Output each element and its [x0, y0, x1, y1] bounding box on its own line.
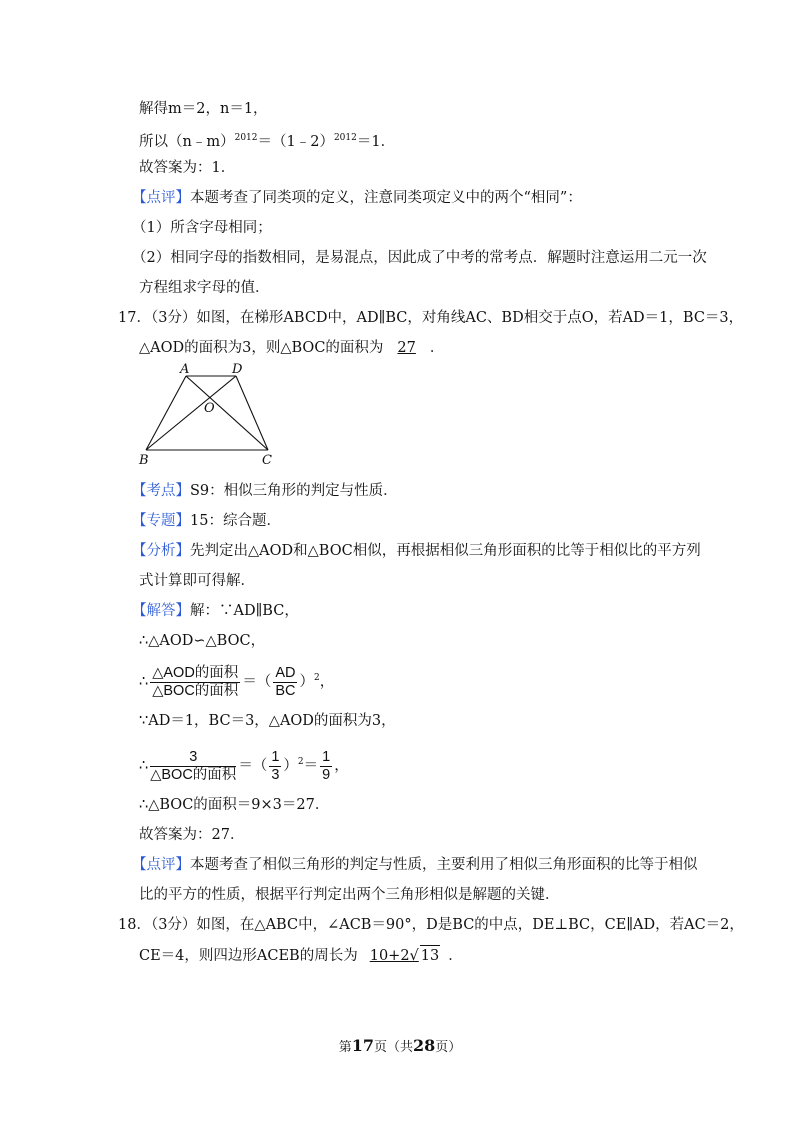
- question-18-stem: 18．（3分）如图，在△ABC中，∠ACB＝90°，D是BC的中点，DE⊥BC，CE∥AD，若AC＝2，: [118, 917, 744, 933]
- question-18-stem-2: CE＝4，则四边形ACEB的周长为 10+2√ 13 ．: [139, 945, 463, 966]
- trapezoid-figure: [138, 362, 278, 470]
- segment-AB: [146, 376, 186, 450]
- fenxi-line-2: 式计算即可得解．: [139, 573, 255, 589]
- review-16-point-2-cont: 方程组求字母的值．: [139, 280, 270, 296]
- jieda-ratio-equation: ∴ $\frac{\text{△AOD的面积}}{\text{△BOC的面积}}$ ＝（ $\frac{AD}{BC}$ ）$^2$，: [139, 664, 335, 699]
- jieda-similar: ∴△AOD∽△BOC，: [139, 633, 266, 649]
- label-B: B: [139, 453, 149, 468]
- dianping-line-2: 比的平方的性质，根据平行判定出两个三角形相似是解题的关键．: [139, 887, 560, 903]
- page-footer: 第17页（共28页）: [338, 1036, 462, 1055]
- fraction-area-substituted: $\frac{3}{\text{△BOC的面积}}$: [150, 748, 237, 783]
- zhuanti-line: 【专题】15：综合题．: [132, 513, 281, 529]
- dianping-line: 【点评】本题考查了相似三角形的判定与性质，主要利用了相似三角形面积的比等于相似: [132, 857, 698, 873]
- review-16-point-1: （1）所含字母相同；: [132, 220, 272, 236]
- diagonal-AC: [186, 376, 268, 450]
- fraction-side-ratio: $\frac{AD}{BC}$: [275, 664, 296, 699]
- jieda-ratio-substituted: ∴ $\frac{3}{\text{△BOC的面积}}$ ＝（ $\frac{1}{3}$ ）$^2$＝ $\frac{1}{9}$ ，: [139, 748, 349, 783]
- jieda-given: ∵AD＝1，BC＝3，△AOD的面积为3，: [139, 713, 396, 729]
- review-16-point-2: （2）相同字母的指数相同，是易混点，因此成了中考的常考点．解题时注意运用二元一次: [132, 250, 707, 266]
- label-C: C: [262, 453, 272, 468]
- question-18-answer: 10+2√ 13: [358, 948, 449, 964]
- question-17-stem: 17．（3分）如图，在梯形ABCD中，AD∥BC，对角线AC、BD相交于点O，若AD＝1，BC＝3，: [118, 310, 744, 326]
- jieda-answer: 故答案为：27．: [139, 827, 245, 843]
- question-17-stem-2: △AOD的面积为3，则△BOC的面积为 27 ．: [139, 340, 445, 356]
- segment-DC: [236, 376, 268, 450]
- question-17-answer: 27: [397, 340, 416, 356]
- review-16: 【点评】本题考查了同类项的定义，注意同类项定义中的两个“相同”：: [132, 190, 582, 206]
- solution-line-1: 解得m＝2，n＝1，: [139, 101, 268, 117]
- page-number: 17: [351, 1036, 374, 1055]
- page-total: 28: [413, 1036, 436, 1055]
- answer-line: 故答案为：1．: [139, 160, 236, 176]
- jieda-line: 【解答】解：∵AD∥BC，: [132, 603, 299, 619]
- diagonal-BD: [146, 376, 236, 450]
- fenxi-line: 【分析】先判定出△AOD和△BOC相似，再根据相似三角形面积的比等于相似比的平方列: [132, 543, 701, 559]
- jieda-result: ∴△BOC的面积＝9×3＝27．: [139, 797, 330, 813]
- label-D: D: [232, 362, 243, 377]
- label-O: O: [204, 401, 215, 416]
- fraction-area-ratio: $\frac{\text{△AOD的面积}}{\text{△BOC的面积}}$: [152, 664, 239, 699]
- solution-line-2: 所以（n﹣m）$^{2012}$＝（1﹣2）$^{2012}$＝1．: [139, 133, 396, 150]
- review-tag: 【点评】: [132, 190, 190, 206]
- kaodian-line: 【考点】S9：相似三角形的判定与性质．: [132, 483, 398, 499]
- label-A: A: [180, 362, 190, 377]
